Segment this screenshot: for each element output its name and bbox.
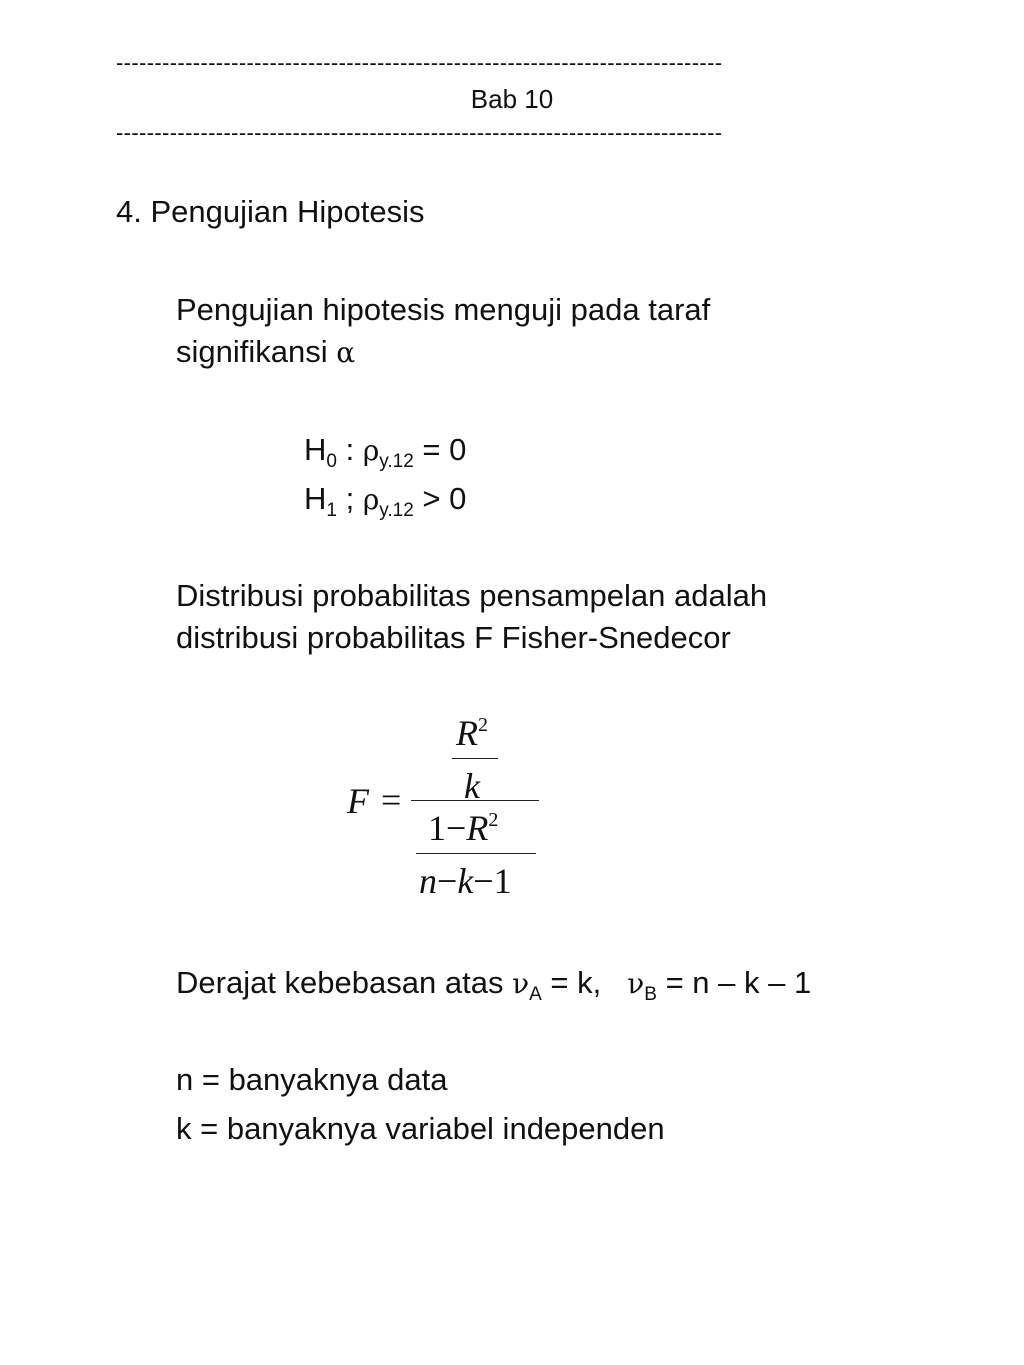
- hypothesis-h-sub: 0: [326, 451, 337, 472]
- hypothesis-relation: = 0: [413, 432, 467, 467]
- hypothesis-h: H: [304, 432, 327, 467]
- numerator-r-sup: 2: [478, 714, 488, 736]
- degrees-of-freedom: [176, 962, 811, 1009]
- definition-k: k = banyaknya variabel independen: [176, 1111, 665, 1146]
- rho-sub: y.12: [379, 451, 414, 472]
- formula-equals: =: [381, 780, 402, 820]
- denominator-one: 1: [428, 808, 446, 848]
- hypothesis-relation: > 0: [413, 481, 467, 516]
- degrees-prefix: Derajat kebebasan atas: [176, 965, 513, 1000]
- denominator-n: n: [419, 861, 437, 901]
- hypothesis-null: [304, 432, 467, 472]
- nu-b-symbol: ν: [627, 967, 645, 1000]
- intro-line-2: [176, 331, 355, 374]
- denominator-top: [428, 807, 498, 849]
- denominator-minus: −: [446, 808, 467, 848]
- hypothesis-alt: [304, 481, 467, 521]
- rho-sub: y.12: [379, 500, 414, 521]
- numerator-r: R: [456, 713, 478, 753]
- denominator-bottom: [419, 860, 512, 902]
- nu-a-sub: A: [529, 984, 542, 1005]
- denominator-k: k: [457, 861, 474, 901]
- hypothesis-h-sub: 1: [326, 500, 337, 521]
- inner-fraction-line-top: [452, 758, 498, 759]
- denominator-r: R: [466, 808, 489, 848]
- inner-fraction-line-bottom: [416, 853, 536, 854]
- intro-text: signifikansi: [176, 334, 328, 369]
- distribution-line-2: distribusi probabilitas F Fisher-Snedecor: [176, 620, 731, 655]
- hypothesis-h: H: [304, 481, 327, 516]
- nu-b-sub: B: [644, 984, 657, 1005]
- intro-line-1: Pengujian hipotesis menguji pada taraf: [176, 292, 711, 327]
- distribution-line-1: Distribusi probabilitas pensampelan adalah: [176, 578, 768, 613]
- denominator-minus-1: −: [437, 861, 458, 901]
- definition-n: n = banyaknya data: [176, 1062, 448, 1097]
- rho-symbol: ρ: [362, 483, 380, 516]
- denominator-one-bottom: 1: [493, 861, 512, 901]
- nu-a-value: = k,: [541, 965, 602, 1000]
- section-heading: 4. Pengujian Hipotesis: [116, 194, 425, 229]
- nu-a-symbol: ν: [512, 967, 530, 1000]
- numerator-top: [456, 712, 488, 754]
- hypothesis-sep: ;: [336, 481, 363, 516]
- rho-symbol: ρ: [362, 434, 380, 467]
- alpha-symbol: α: [336, 336, 356, 369]
- nu-b-value: = n – k – 1: [656, 965, 812, 1000]
- header-rule-top: -------------------------------------------------------------------------------: [116, 50, 723, 75]
- header-rule-bottom: -------------------------------------------------------------------------------: [116, 120, 723, 145]
- chapter-title: Bab 10: [470, 84, 554, 114]
- denominator-minus-2: −: [473, 861, 494, 901]
- numerator-k: k: [464, 766, 480, 806]
- main-fraction-line: [411, 800, 539, 801]
- denominator-r-sup: 2: [488, 809, 499, 831]
- hypothesis-sep: :: [336, 432, 363, 467]
- formula-lhs: F: [347, 781, 369, 821]
